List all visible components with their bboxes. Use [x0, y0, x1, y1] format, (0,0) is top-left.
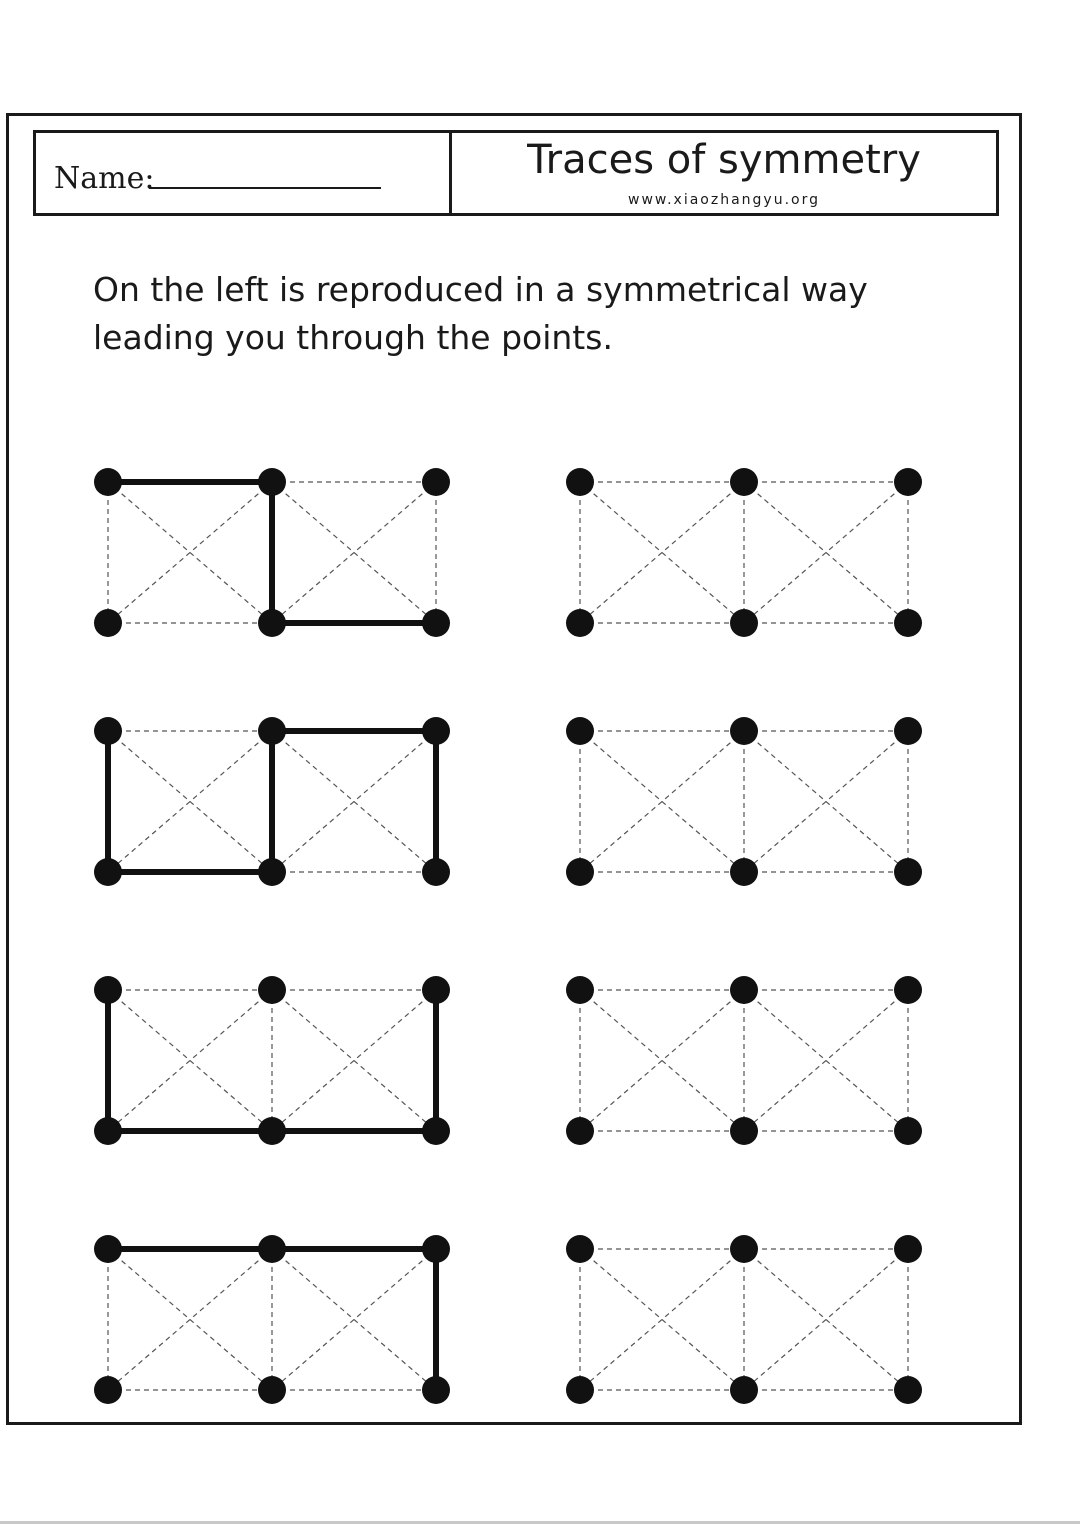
grid-dot [258, 1235, 286, 1263]
grid-dot[interactable] [566, 976, 594, 1004]
grid-dot[interactable] [894, 976, 922, 1004]
grid-dot[interactable] [730, 858, 758, 886]
grid-dot[interactable] [730, 717, 758, 745]
grid-dot [94, 1117, 122, 1145]
grid-dot [422, 717, 450, 745]
grid-dot[interactable] [894, 1376, 922, 1404]
grid-dot [422, 1117, 450, 1145]
website-url: www.xiaozhangyu.org [628, 192, 820, 208]
grid-dot [258, 976, 286, 1004]
model-grid-3 [94, 976, 450, 1145]
grid-dot [258, 1117, 286, 1145]
grid-dot[interactable] [730, 976, 758, 1004]
practice-grid-2[interactable] [566, 717, 922, 886]
grid-dot [422, 468, 450, 496]
practice-grid-3[interactable] [566, 976, 922, 1145]
grid-dot[interactable] [730, 468, 758, 496]
grid-dot [94, 609, 122, 637]
grid-dot[interactable] [894, 717, 922, 745]
grid-dot[interactable] [894, 1235, 922, 1263]
grid-dot[interactable] [894, 609, 922, 637]
practice-grid-1[interactable] [566, 468, 922, 637]
model-grid-1 [94, 468, 450, 637]
grid-dot[interactable] [730, 1117, 758, 1145]
grid-dot [258, 609, 286, 637]
grid-dot [422, 1235, 450, 1263]
grid-dot [422, 609, 450, 637]
grid-dot [422, 1376, 450, 1404]
grid-dot [94, 1376, 122, 1404]
grid-dot [94, 717, 122, 745]
practice-grid-4[interactable] [566, 1235, 922, 1404]
grid-dot [422, 976, 450, 1004]
grid-dot[interactable] [894, 858, 922, 886]
grid-dot[interactable] [730, 1376, 758, 1404]
grid-dot [258, 1376, 286, 1404]
grid-dot [94, 858, 122, 886]
grid-dot[interactable] [566, 609, 594, 637]
instructions-line-2: leading you through the points. [93, 318, 613, 357]
grid-dot[interactable] [894, 1117, 922, 1145]
grid-dot [258, 717, 286, 745]
grid-dot [94, 1235, 122, 1263]
grid-dot[interactable] [566, 1376, 594, 1404]
grid-dot [94, 976, 122, 1004]
model-grid-2 [94, 717, 450, 886]
grid-dot[interactable] [566, 717, 594, 745]
grid-dot[interactable] [566, 858, 594, 886]
grid-dot[interactable] [566, 1117, 594, 1145]
grid-dot [258, 858, 286, 886]
grid-dot[interactable] [566, 1235, 594, 1263]
scan-edge [0, 1521, 1080, 1524]
grid-dot[interactable] [894, 468, 922, 496]
name-label: Name: [54, 161, 155, 196]
grid-dot[interactable] [730, 609, 758, 637]
grid-dot [422, 858, 450, 886]
grid-dot [94, 468, 122, 496]
grid-dot [258, 468, 286, 496]
instructions-line-1: On the left is reproduced in a symmetrical way [93, 270, 868, 309]
grid-dot[interactable] [730, 1235, 758, 1263]
model-grid-4 [94, 1235, 450, 1404]
worksheet-title: Traces of symmetry [527, 137, 921, 183]
grid-dot[interactable] [566, 468, 594, 496]
